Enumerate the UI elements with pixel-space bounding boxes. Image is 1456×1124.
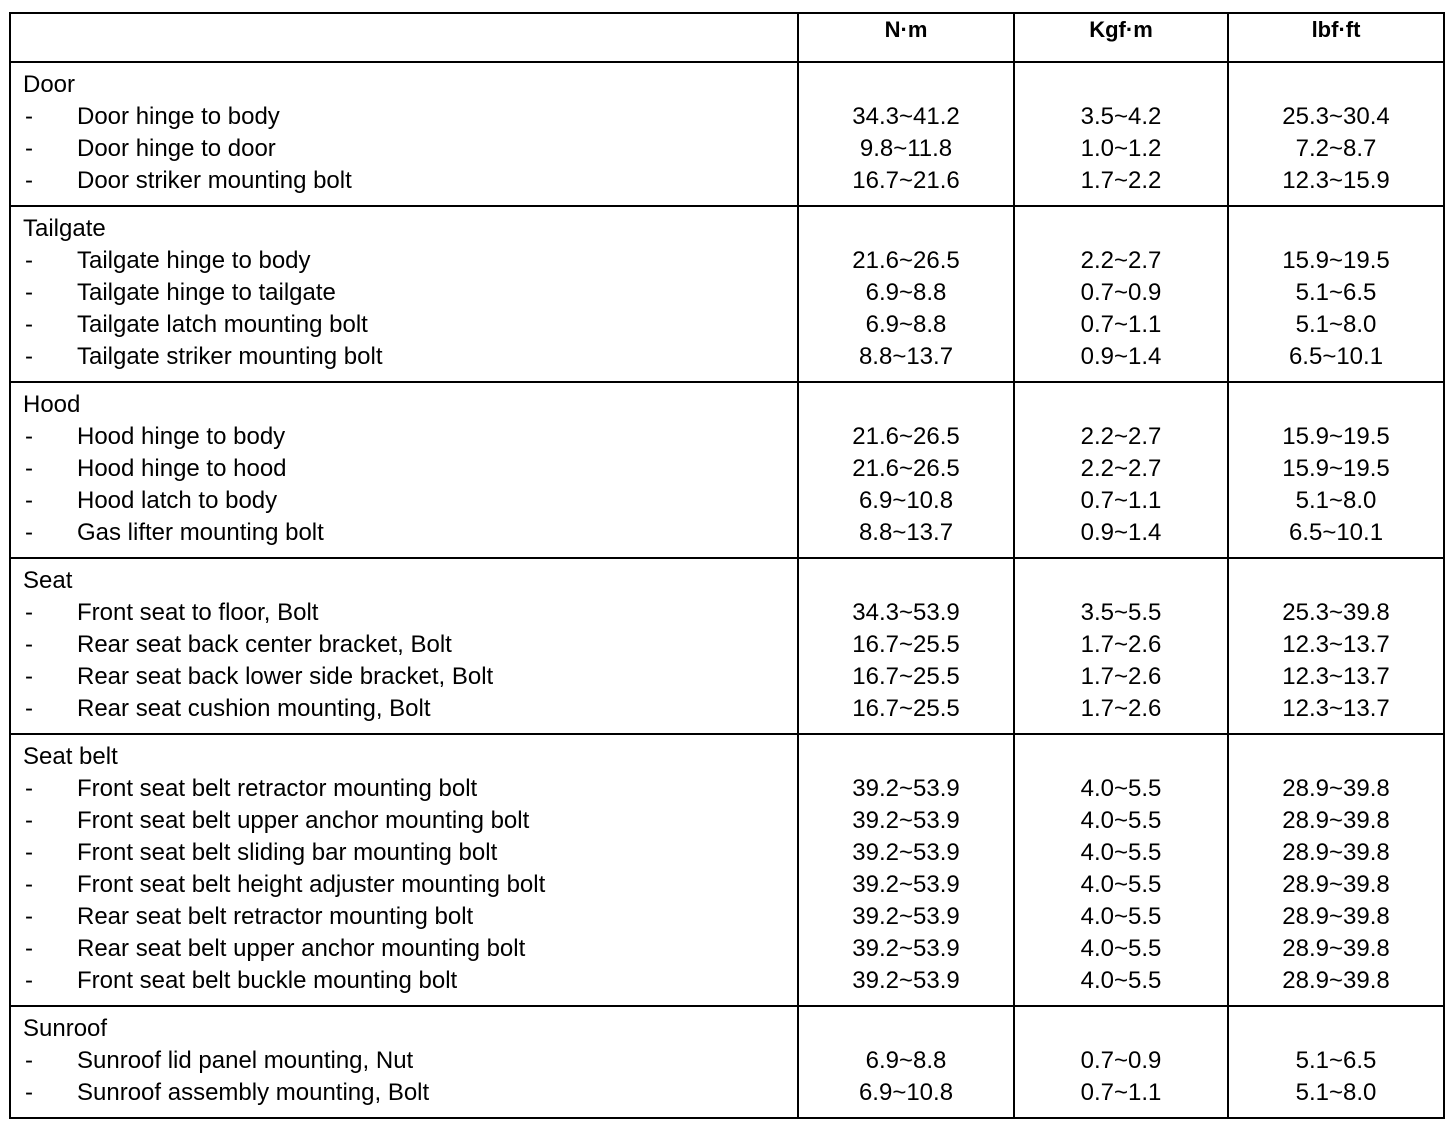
group-row-seat [10,558,1444,734]
lbfft-value: 12.3~15.9 [1282,167,1390,194]
header-item [10,13,798,62]
lbfft-value: 28.9~39.8 [1282,967,1390,994]
item-line [11,165,797,197]
dash-bullet: - [25,135,33,162]
lbfft-value: 5.1~8.0 [1295,487,1377,514]
group-items-cell [10,382,798,558]
dash-bullet: - [25,807,33,834]
kgfm-values-cell [1014,62,1228,206]
lbfft-value: 28.9~39.8 [1282,935,1390,962]
torque-spec-table [9,12,1445,1119]
spacer [1015,741,1227,773]
item-line [11,421,797,453]
item-label: Tailgate hinge to tailgate [77,279,336,306]
spacer [1229,741,1443,773]
item-line [11,629,797,661]
nm-value: 39.2~53.9 [852,839,960,866]
kgfm-values-cell [1014,558,1228,734]
nm-value: 9.8~11.8 [859,135,953,162]
nm-value: 16.7~25.5 [852,663,960,690]
table-body [10,62,1444,1118]
spacer [1015,69,1227,101]
dash-bullet: - [25,311,33,338]
nm-value: 16.7~25.5 [852,695,960,722]
kgfm-values-cell [1014,206,1228,382]
nm-value: 34.3~53.9 [852,599,960,626]
kgfm-value: 0.7~1.1 [1080,487,1162,514]
item-line [11,773,797,805]
dash-bullet: - [25,455,33,482]
item-label: Sunroof lid panel mounting, Nut [77,1047,414,1074]
nm-value: 39.2~53.9 [852,775,960,802]
spacer [1229,69,1443,101]
lbfft-value: 5.1~6.5 [1295,1047,1377,1074]
dash-bullet: - [25,487,33,514]
kgfm-value: 1.7~2.6 [1080,695,1162,722]
group-title: Tailgate [23,215,106,242]
item-line [11,309,797,341]
dash-bullet: - [25,935,33,962]
spacer [1015,389,1227,421]
dash-bullet: - [25,1047,33,1074]
group-row-tailgate [10,206,1444,382]
spacer [1015,1013,1227,1045]
kgfm-value: 0.7~1.1 [1080,311,1162,338]
item-line [11,453,797,485]
kgfm-value: 1.0~1.2 [1080,135,1162,162]
group-row-door [10,62,1444,206]
item-line [11,901,797,933]
item-label: Rear seat belt upper anchor mounting bolt [77,935,526,962]
kgfm-values-cell [1014,382,1228,558]
kgfm-value: 4.0~5.5 [1080,807,1162,834]
kgfm-value: 0.7~0.9 [1080,279,1162,306]
kgfm-value: 4.0~5.5 [1080,935,1162,962]
kgfm-value: 4.0~5.5 [1080,839,1162,866]
nm-values-cell [798,382,1014,558]
kgfm-value: 1.7~2.6 [1080,631,1162,658]
item-line [11,805,797,837]
spacer [799,565,1013,597]
nm-values-cell [798,62,1014,206]
kgfm-value: 0.7~0.9 [1080,1047,1162,1074]
spacer [799,69,1013,101]
group-items-cell [10,62,798,206]
lbfft-value: 28.9~39.8 [1282,839,1390,866]
lbfft-value: 12.3~13.7 [1282,663,1390,690]
item-label: Tailgate striker mounting bolt [77,343,383,370]
lbfft-values-cell [1228,206,1444,382]
spacer [1229,565,1443,597]
item-label: Tailgate hinge to body [77,247,311,274]
item-line [11,933,797,965]
dash-bullet: - [25,519,33,546]
item-line [11,1045,797,1077]
lbfft-value: 15.9~19.5 [1282,455,1390,482]
header-row [10,13,1444,62]
lbfft-value: 28.9~39.8 [1282,903,1390,930]
kgfm-value: 4.0~5.5 [1080,871,1162,898]
dash-bullet: - [25,631,33,658]
dash-bullet: - [25,775,33,802]
item-line [11,693,797,725]
dash-bullet: - [25,1079,33,1106]
item-label: Rear seat back lower side bracket, Bolt [77,663,494,690]
lbfft-value: 5.1~8.0 [1295,311,1377,338]
header-kgfm: Kgf·m [1014,13,1228,62]
dash-bullet: - [25,343,33,370]
item-label: Hood hinge to hood [77,455,287,482]
item-line [11,869,797,901]
kgfm-value: 2.2~2.7 [1080,247,1162,274]
nm-value: 21.6~26.5 [852,247,960,274]
group-title: Seat belt [23,743,118,770]
item-line [11,133,797,165]
nm-value: 6.9~10.8 [858,487,954,514]
dash-bullet: - [25,599,33,626]
kgfm-values-cell [1014,734,1228,1006]
group-title: Seat [23,567,73,594]
kgfm-value: 4.0~5.5 [1080,967,1162,994]
item-line [11,341,797,373]
group-row-hood [10,382,1444,558]
dash-bullet: - [25,663,33,690]
kgfm-value: 4.0~5.5 [1080,903,1162,930]
item-label: Rear seat belt retractor mounting bolt [77,903,474,930]
nm-value: 39.2~53.9 [852,935,960,962]
item-label: Hood hinge to body [77,423,286,450]
item-line [11,485,797,517]
item-label: Front seat to floor, Bolt [77,599,319,626]
nm-values-cell [798,734,1014,1006]
item-label: Gas lifter mounting bolt [77,519,324,546]
nm-value: 16.7~21.6 [852,167,960,194]
item-line [11,597,797,629]
dash-bullet: - [25,423,33,450]
nm-value: 8.8~13.7 [858,343,954,370]
kgfm-value: 2.2~2.7 [1080,423,1162,450]
item-label: Front seat belt sliding bar mounting bolt [77,839,498,866]
dash-bullet: - [25,695,33,722]
group-title: Hood [23,391,81,418]
item-line [11,277,797,309]
item-label: Front seat belt retractor mounting bolt [77,775,478,802]
item-line [11,101,797,133]
spacer [1015,213,1227,245]
lbfft-value: 28.9~39.8 [1282,775,1390,802]
lbfft-value: 25.3~30.4 [1282,103,1390,130]
nm-value: 39.2~53.9 [852,871,960,898]
lbfft-values-cell [1228,1006,1444,1118]
lbfft-value: 25.3~39.8 [1282,599,1390,626]
nm-value: 39.2~53.9 [852,807,960,834]
kgfm-value: 0.9~1.4 [1080,519,1162,546]
group-title: Door [23,71,76,98]
item-label: Door striker mounting bolt [77,167,352,194]
header-nm: N·m [798,13,1014,62]
item-label: Door hinge to body [77,103,280,130]
item-label: Sunroof assembly mounting, Bolt [77,1079,430,1106]
lbfft-value: 28.9~39.8 [1282,807,1390,834]
item-label: Tailgate latch mounting bolt [77,311,368,338]
lbfft-value: 7.2~8.7 [1295,135,1377,162]
spacer [799,1013,1013,1045]
group-items-cell [10,734,798,1006]
group-row-sunroof [10,1006,1444,1118]
lbfft-values-cell [1228,382,1444,558]
lbfft-values-cell [1228,558,1444,734]
lbfft-values-cell [1228,734,1444,1006]
nm-value: 8.8~13.7 [858,519,954,546]
lbfft-value: 5.1~8.0 [1295,1079,1377,1106]
item-label: Front seat belt buckle mounting bolt [77,967,458,994]
group-title: Sunroof [23,1015,108,1042]
lbfft-values-cell [1228,62,1444,206]
item-line [11,837,797,869]
kgfm-value: 3.5~4.2 [1080,103,1162,130]
lbfft-value: 12.3~13.7 [1282,631,1390,658]
nm-values-cell [798,558,1014,734]
lbfft-value: 12.3~13.7 [1282,695,1390,722]
nm-values-cell [798,206,1014,382]
lbfft-value: 15.9~19.5 [1282,423,1390,450]
kgfm-value: 1.7~2.6 [1080,663,1162,690]
spacer [799,741,1013,773]
lbfft-value: 6.5~10.1 [1288,519,1384,546]
spacer [1015,565,1227,597]
item-label: Rear seat back center bracket, Bolt [77,631,452,658]
nm-value: 6.9~8.8 [865,1047,947,1074]
nm-value: 6.9~8.8 [865,311,947,338]
lbfft-value: 6.5~10.1 [1288,343,1384,370]
nm-values-cell [798,1006,1014,1118]
item-line [11,245,797,277]
dash-bullet: - [25,839,33,866]
dash-bullet: - [25,903,33,930]
dash-bullet: - [25,279,33,306]
dash-bullet: - [25,103,33,130]
nm-value: 16.7~25.5 [852,631,960,658]
header-lbfft: lbf·ft [1228,13,1444,62]
nm-value: 21.6~26.5 [852,423,960,450]
item-label: Door hinge to door [77,135,276,162]
kgfm-value: 1.7~2.2 [1080,167,1162,194]
lbfft-value: 15.9~19.5 [1282,247,1390,274]
group-items-cell [10,206,798,382]
spacer [799,389,1013,421]
kgfm-value: 0.7~1.1 [1080,1079,1162,1106]
kgfm-value: 0.9~1.4 [1080,343,1162,370]
nm-value: 39.2~53.9 [852,967,960,994]
item-line [11,517,797,549]
nm-value: 39.2~53.9 [852,903,960,930]
item-line [11,965,797,997]
lbfft-value: 28.9~39.8 [1282,871,1390,898]
item-line [11,661,797,693]
group-items-cell [10,1006,798,1118]
kgfm-value: 2.2~2.7 [1080,455,1162,482]
group-items-cell [10,558,798,734]
spacer [1229,1013,1443,1045]
lbfft-value: 5.1~6.5 [1295,279,1377,306]
nm-value: 6.9~10.8 [858,1079,954,1106]
nm-value: 6.9~8.8 [865,279,947,306]
item-line [11,1077,797,1109]
item-label: Front seat belt upper anchor mounting bolt [77,807,530,834]
dash-bullet: - [25,871,33,898]
item-label: Front seat belt height adjuster mounting bolt [77,871,546,898]
dash-bullet: - [25,167,33,194]
spacer [799,213,1013,245]
dash-bullet: - [25,967,33,994]
kgfm-value: 4.0~5.5 [1080,775,1162,802]
nm-value: 21.6~26.5 [852,455,960,482]
nm-value: 34.3~41.2 [852,103,960,130]
spacer [1229,389,1443,421]
dash-bullet: - [25,247,33,274]
item-label: Hood latch to body [77,487,278,514]
kgfm-values-cell [1014,1006,1228,1118]
kgfm-value: 3.5~5.5 [1080,599,1162,626]
group-row-seat-belt [10,734,1444,1006]
spacer [1229,213,1443,245]
item-label: Rear seat cushion mounting, Bolt [77,695,431,722]
